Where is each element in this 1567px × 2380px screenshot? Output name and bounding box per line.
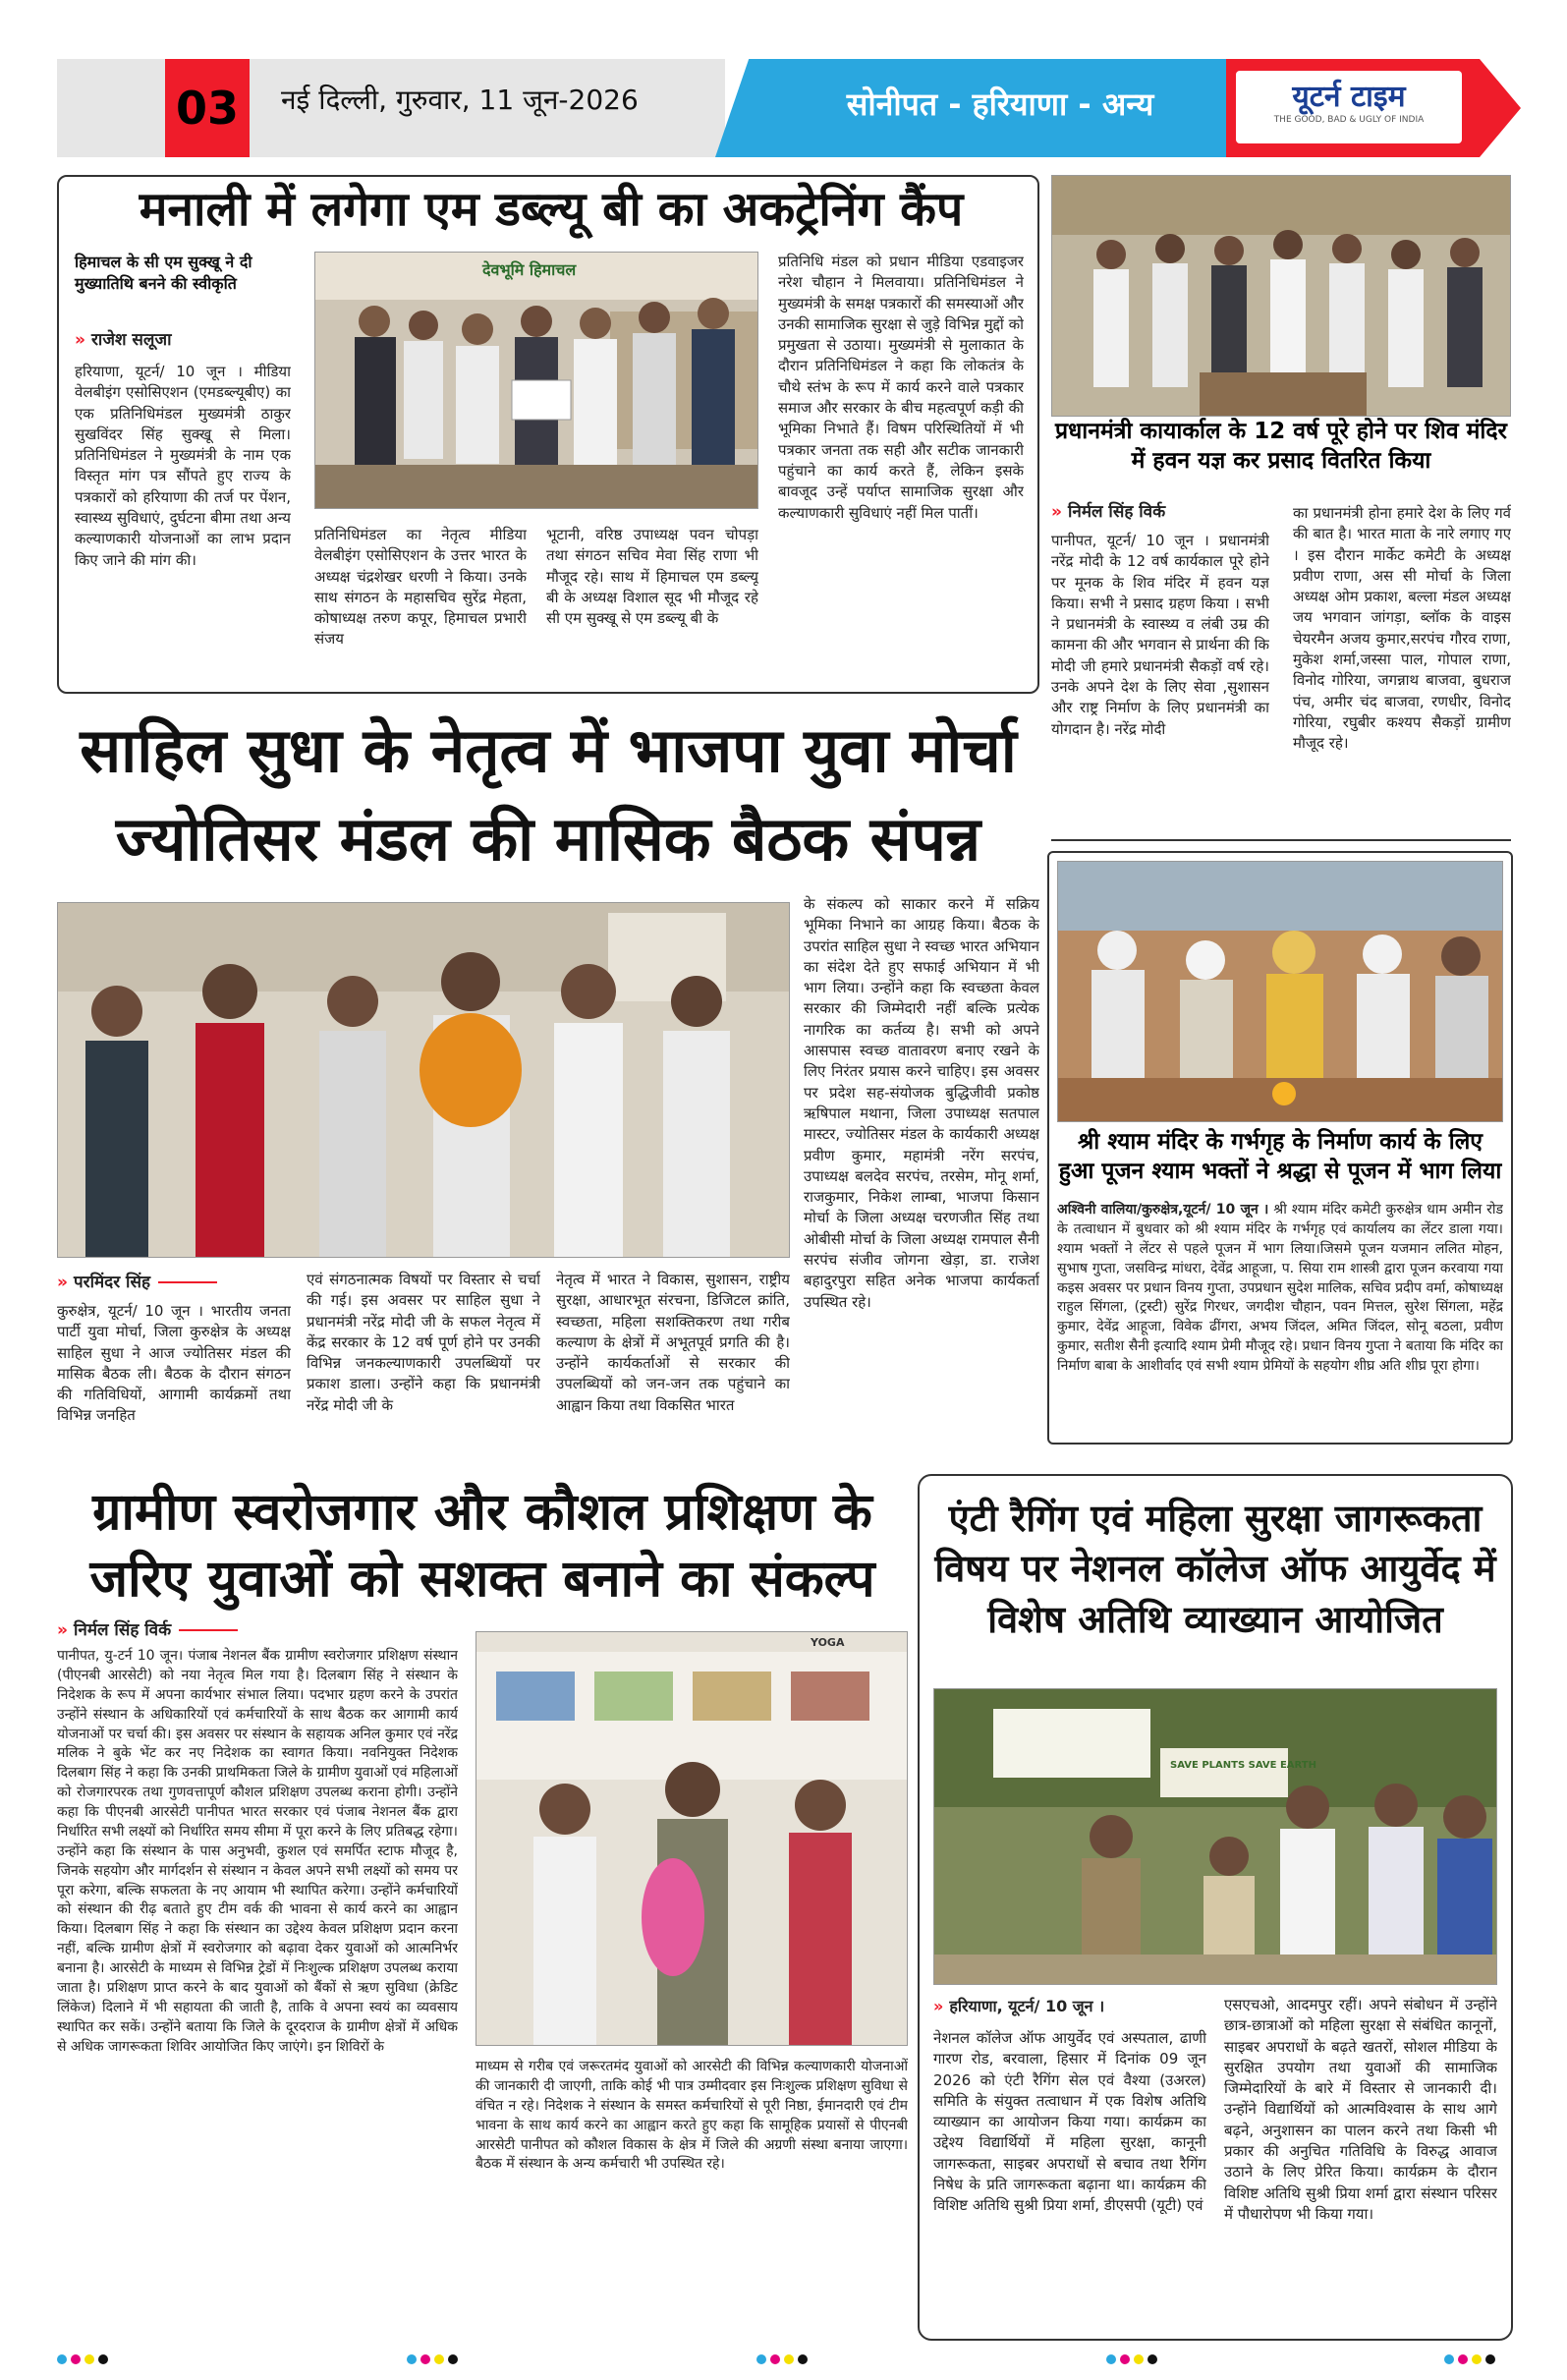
article3-col4: के संकल्प को साकार करने में सक्रिय भूमिका निभाने का आग्रह किया। बैठक के उपरांत साहिल सुधा ने स्वच्छ भारत अभियान का संदेश देते हुए सफाई अभियान में भी भाग लिया। उन्होंने कहा कि स्वच्छता केवल सरकार की जिम्मेदारी नहीं बल्कि प्रत्येक नागरिक का कर्तव्य है। सभी को अपने आसपास स्वच्छ वातावरण बनाए रखने के लिए निरंतर प्रयास करने चाहिए। इस अवसर पर प्रदेश सह-संयोजक बुद्धिजीवी प्रकोष्ठ ऋषिपाल मथाना, जिला उपाध्यक्ष सतपाल मास्टर, ज्योतिसर मंडल के कार्यकारी अध्यक्ष प्रवीण कुमार, महामंत्री नरेंग सरपंच, उपाध्यक्ष बलदेव सरपंच, तरसेम, मोनू शर्मा, राजकुमार, निकेश लाम्बा, भाजपा किसान मोर्चा के जिला अध्यक्ष चरणजीत सिंह तथा ओबीसी मोर्चा के जिला अध्यक्ष रामपाल सैनी सरपंच संजीव जोगना खेड़ा, डा. राजेश बहादुरपुरा सहित अनेक भाजपा कार्यकर्ता उपस्थित रहे। (804, 895, 1039, 1311)
article3-photo (57, 902, 790, 1258)
article4-headline: श्री श्याम मंदिर के गर्भगृह के निर्माण कार्य के लिए हुआ पूजन श्याम भक्तों ने श्रद्धा से पूजन में भाग लिया (1058, 1129, 1502, 1184)
article3-col2: एवं संगठनात्मक विषयों पर विस्तार से चर्चा की गई। इस अवसर पर साहिल सुधा ने प्रधानमंत्री नरेंद्र मोदी जी के सफल नेतृत्व में केंद्र सरकार के 12 वर्ष पूर्ण होने पर उनकी विभिन्न जनकल्याणकारी उपलब्धियों पर प्रकाश डाला। उन्होंने कहा कि प्रधानमंत्री नरेंद्र मोदी जी के (307, 1271, 540, 1414)
article1-byline: » राजेश सलूजा (75, 330, 172, 350)
article4-body (1057, 1201, 1503, 1437)
article1-headline: मनाली में लगेगा एम डब्ल्यू बी का अकट्रेनिंग कैंप (139, 182, 964, 237)
registration-strip-3 (756, 2354, 808, 2364)
article6-col1: नेशनल कॉलेज ऑफ आयुर्वेद एवं अस्पताल, ढाणी गारण रोड, बरवाला, हिसार में दिनांक 09 जून 2026 को एंटी रैगिंग सेल एवं वैश्या (उअरल) समिति के संयुक्त तत्वाधान में एक विशेष अतिथि व्याख्यान का आयोजन किया गया। कार्यक्रम का उद्देश्य विद्यार्थियों में महिला सुरक्षा, कानूनी जागरूकता, साइबर अपराधों से बचाव तथा रैगिंग निषेध के प्रति जागरूकता बढ़ाना था। कार्यक्रम की विशिष्ट अतिथि सुश्री प्रिया शर्मा, डीएसपी (यूटी) एवं (933, 2029, 1206, 2215)
article1-col4: प्रतिनिधि मंडल को प्रधान मीडिया एडवाइजर नरेश चौहान ने मिलवाया। प्रतिनिधिमंडल ने मुख्यमंत्री के समक्ष पत्रकारों की समस्याओं और उनकी सामाजिक सुरक्षा से जुड़े विभिन्न मुद्दों को प्रमुखता से उठाया। मुख्यमंत्री से मुलाकात के दौरान प्रतिनिधिमंडल ने कहा कि लोकतंत्र के चौथे स्तंभ के रूप में कार्य करने वाले पत्रकार समाज और सरकार के बीच महत्वपूर्ण कड़ी की भूमिका निभाते हैं। विषम परिस्थितियों में भी पत्रकार जनता तक सही और सटीक जानकारी पहुंचाने का कार्य करते हैं, लेकिन इसके बावजूद उन्हें पर्याप्त सामाजिक सुरक्षा और कल्याणकारी सुविधाएं नहीं मिल पातीं। (778, 253, 1024, 522)
article5-headline-line2: जरिए युवाओं को सशक्त बनाने का संकल्प (89, 1550, 875, 1609)
registration-strip-4 (1106, 2354, 1157, 2364)
article6-headline: एंटी रैगिंग एवं महिला सुरक्षा जागरूकता विषय पर नेशनल कॉलेज ऑफ आयुर्वेद में विशेष अतिथि व्याख्यान आयोजित (934, 1497, 1496, 1641)
registration-strip-2 (407, 2354, 458, 2364)
article1-col1: हरियाणा, यूटर्न/ 10 जून । मीडिया वेलबीइंग एसोसिएशन (एमडब्ल्यूबीए) का एक प्रतिनिधिमंडल मुख्यमंत्री ठाकुर सुखविंदर सिंह सुक्खू से मिला। प्रतिनिधिमंडल ने मुख्यमंत्री के नाम एक विस्तृत मांग पत्र सौंपते हुए राज्य के पत्रकारों को हरियाणा की तर्ज पर पेंशन, स्वास्थ्य सुविधाएं, दुर्घटना बीमा तथा अन्य कल्याणकारी योजनाओं का लाभ प्रदान किए जाने की मांग की। (75, 363, 291, 569)
article2-col1: पानीपत, यूटर्न/ 10 जून । प्रधानमंत्री नरेंद्र मोदी के 12 वर्ष कार्यकाल पूरे होने पर मूनक के शिव मंदिर में हवन यज्ञ किया। सभी ने प्रसाद ग्रहण किया । सभी ने प्रधानमंत्री के स्वास्थ्य व लंबी उम्र की कामना की और भगवान से प्रार्थना की कि मोदी जी हमारे प्रधानमंत्री सैकड़ों वर्ष रहे। उनके अपने देश के लिए सेवा ,सुशासन और राष्ट्र निर्माण के लिए प्रधानमंत्री का योगदान है। नरेंद्र मोदी (1051, 532, 1269, 738)
article5-col2: माध्यम से गरीब एवं जरूरतमंद युवाओं को आरसेटी की विभिन्न कल्याणकारी योजनाओं की जानकारी दी जाएगी, ताकि कोई भी पात्र उम्मीदवार इस निःशुल्क प्रशिक्षण सुविधा से वंचित न रहे। निदेशक ने संस्थान के समस्त कर्मचारियों से पूरी निष्ठा, ईमानदारी एवं टीम भावना के साथ कार्य करने का आह्वान करते हुए कहा कि सामूहिक प्रयासों से पीएनबी आरसेटी पानीपत को कौशल विकास के क्षेत्र में जिले की अग्रणी संस्था बनाया जाएगा। बैठक में संस्थान के अन्य कर्मचारी भी उपस्थित रहे। (476, 2059, 908, 2173)
article2-photo (1051, 175, 1511, 417)
article4-photo (1057, 861, 1503, 1122)
article6-photo (933, 1688, 1497, 1985)
section-title: सोनीपत - हरियाणा - अन्य (846, 85, 1154, 123)
article3-col1: कुरुक्षेत्र, यूटर्न/ 10 जून । भारतीय जनता पार्टी युवा मोर्चा, जिला कुरुक्षेत्र के अध्यक्ष साहिल सुधा ने आज ज्योतिसर मंडल की मासिक बैठक ली। बैठक के दौरान संगठन की गतिविधियों, आगामी कार्यक्रमों तथा विभिन्न जनहित (57, 1302, 291, 1425)
article5-byline: » निर्मल सिंह विर्क (57, 1617, 238, 1640)
article1-subhead: हिमाचल के सी एम सुक्खू ने दी मुख्यातिथि बनने की स्वीकृति (75, 253, 252, 293)
article1-photo (314, 252, 758, 509)
article3-headline-line2: ज्योतिसर मंडल की मासिक बैठक संपन्न (115, 803, 981, 875)
page-number: 03 (165, 59, 250, 157)
article1-photo-art (315, 253, 758, 509)
article2-byline: » निर्मल सिंह विर्क (1051, 502, 1166, 522)
article4-body-text: श्री श्याम मंदिर कमेटी कुरुक्षेत्र धाम अमीन रोड के तत्वाधान में बुधवार को श्री श्याम मंदिर के गर्भगृह एवं कार्यालय का लेंटर डाला गया। श्याम भक्तों ने लेंटर से पहले पूजन में भाग लिया।जिसमे पूजन यजमान ललित मोहन, सुभाष गुप्ता, जसविन्द्र मांधरा, देवेंद्र आहूजा, प. सिया राम शास्त्री द्वारा पूजन करवाया गया कइस अवसर पर प्रधान विनय गुप्ता, उपप्रधान सुदेश मालिक, सचिव प्रदीप वर्मा, कोषाध्यक्ष राहुल सिंगला, (ट्रस्टी) सुरेंद्र गिरधर, जगदीश चौहान, पवन मित्तल, सुरेश सिंगला, महेंद्र कुमार, देवेंद्र आहूजा, विवेक ढींगरा, अभय जिंदल, अमित जिंदल, सोनू बठला, प्रवीण कुमार, सतीश सैनी इत्यादि श्याम प्रेमी मौजूद रहे। प्रधान विनय गुप्ता ने बताया कि मंदिर का निर्माण बाबा के आशीर्वाद एवं सभी श्याम प्रेमियों के सहयोग शीघ्र अति शीघ्र पूरा होगा। (1057, 1202, 1503, 1374)
article4-photo-art (1058, 862, 1503, 1122)
logo-text: यूटर्न टाइम (1292, 80, 1406, 114)
article5-photo-sign: YOGA (811, 1636, 845, 1649)
article2-photo-art (1052, 176, 1511, 417)
article1-col2: प्रतिनिधिमंडल का नेतृत्व मीडिया वेलबीइंग एसोसिएशन के उत्तर भारत के अध्यक्ष चंद्रशेखर धरणी ने किया। उनके साथ संगठन के महासचिव सुरेंद्र मेहता, कोषाध्यक्ष तरुण कपूर, हिमाचल प्रभारी संजय (314, 526, 527, 649)
article6-photo-art (934, 1689, 1497, 1985)
masthead-logo (1236, 71, 1462, 143)
article2-col2: का प्रधानमंत्री होना हमारे देश के लिए गर्व की बात है। भारत माता के नारे लगाए गए । इस दौरान मार्केट कमेटी के अध्यक्ष प्रवीण राणा, अस सी मोर्चा के जिला अध्यक्ष ओम प्रकाश, बल्ला मंडल अध्यक्ष जय भगवान जांगड़ा, ब्लॉक के वाइस चेयरमैन अजय कुमार,सरपंच गौरव राणा, मुकेश शर्मा,जस्सा पाल, गोपाल राणा, विनोद गोरिया, जगन्नाथ बाजवा, बुधराज पंच, अमीर चंद बाजवा, रणधीर, विनोद गोरिया, रघुबीर कश्यप सैकड़ों ग्रामीण मौजूद रहे। (1293, 504, 1511, 753)
article5-photo (476, 1631, 908, 2046)
page-header (57, 59, 1511, 157)
article3-byline: » परमिंदर सिंह (57, 1270, 217, 1292)
registration-strip-1 (57, 2354, 108, 2364)
article3-photo-art (58, 903, 790, 1258)
article2-headline: प्रधानमंत्री कायार्काल के 12 वर्ष पूरे होने पर शिव मंदिर में हवन यज्ञ कर प्रसाद वितरित किया (1051, 418, 1511, 492)
article1-col3: भूटानी, वरिष्ठ उपाध्यक्ष पवन चोपड़ा तथा संगठन सचिव मेवा सिंह राणा भी मौजूद रहे। साथ में हिमाचल एम डब्ल्यू बी के अध्यक्ष विशाल सूद भी मौजूद रहे सी एम सुक्खू से एम डब्ल्यू बी के (546, 526, 758, 628)
article5-col1: पानीपत, यु-टर्न 10 जून। पंजाब नेशनल बैंक ग्रामीण स्वरोजगार प्रशिक्षण संस्थान (पीएनबी आरसेटी) को नया नेतृत्व मिल गया है। दिलबाग सिंह ने संस्थान के निदेशक के रूप में अपना कार्यभार संभाल लिया। पदभार ग्रहण करने के उपरांत उन्होंने संस्थान के अधिकारियों एवं कर्मचारियों के साथ बैठक कर आगामी कार्य योजनाओं पर चर्चा की। इस अवसर पर संस्थान के सहायक अनिल कुमार एवं नरेंद्र मलिक ने बुके भेंट कर नए निदेशक का स्वागत किया। नवनियुक्त निदेशक दिलबाग सिंह ने कहा कि उनकी प्राथमिकता जिले के ग्रामीण युवाओं एवं महिलाओं को रोजगारपरक तथा गुणवत्तापूर्ण कौशल प्रशिक्षण उपलब्ध कराना होगी। उन्होंने कहा कि पीएनबी आरसेटी पानीपत भारत सरकार एवं पंजाब नेशनल बैंक द्वारा निर्धारित सभी लक्ष्यों को निर्धारित समय सीमा में पूरा करने के लिए प्रतिबद्ध रहेगा। उन्होंने कहा कि संस्थान के पास अनुभवी, कुशल एवं समर्पित स्टाफ मौजूद है, जिनके सहयोग और मार्गदर्शन से संस्थान न केवल अपने सभी लक्ष्यों को समय पर पूरा करेगा, बल्कि सफलता के नए आयाम भी स्थापित करेगा। उन्होंने कर्मचारियों को संस्थान की रीढ़ बताते हुए टीम वर्क की भावना से कार्य करने का आह्वान किया। दिलबाग सिंह ने कहा कि संस्थान का उद्देश्य केवल प्रशिक्षण प्रदान करना नहीं, बल्कि ग्रामीण क्षेत्रों में स्वरोजगार को बढ़ावा देकर युवाओं को आत्मनिर्भर बनाना है। आरसेटी के माध्यम से विभिन्न ट्रेडों में निःशुल्क प्रशिक्षण उपलब्ध कराया जाता है। प्रशिक्षण प्राप्त करने के बाद युवाओं को बैंकों से ऋण सुविधा (क्रेडिट लिंकेज) दिलाने में भी सहायता की जाती है, ताकि वे अपना स्वयं का व्यवसाय स्थापित कर सकें। उन्होंने बताया कि जिले के दूरदराज के ग्रामीण क्षेत्रों में अधिक से अधिक जागरूकता शिविर आयोजित किए जाएंगे। इन शिविरों के (57, 1648, 458, 2055)
dateline: नई दिल्ली, गुरुवार, 11 जून-2026 (281, 84, 639, 116)
article3-headline-line1: साहिल सुधा के नेतृत्व में भाजपा युवा मोर्चा (80, 714, 1017, 786)
article4-byline: अश्विनी वालिया/कुरुक्षेत्र,यूटर्न/ 10 जून । (1057, 1202, 1269, 1218)
article5-headline-line1: ग्रामीण स्वरोजगार और कौशल प्रशिक्षण के (92, 1483, 872, 1542)
registration-strip-5 (1444, 2354, 1495, 2364)
article5-photo-art (476, 1632, 908, 2046)
article2-rule (1051, 839, 1511, 841)
article3-col3: नेतृत्व में भारत ने विकास, सुशासन, राष्ट्रीय सुरक्षा, आधारभूत संरचना, डिजिटल क्रांति, स्वच्छता, महिला सशक्तिकरण तथा गरीब कल्याण के क्षेत्रों में अभूतपूर्व प्रगति की है। उन्होंने कार्यकर्ताओं से सरकार की उपलब्धियों को जन-जन तक पहुंचाने का आह्वान किया तथा विकसित भारत (556, 1271, 790, 1414)
article6-col2: एसएचओ, आदमपुर रहीं। अपने संबोधन में उन्होंने छात्र-छात्राओं को महिला सुरक्षा से संबंधित कानूनों, साइबर अपराधों के बढ़ते खतरों, सोशल मीडिया के सुरक्षित उपयोग तथा युवाओं की सामाजिक जिम्मेदारियों के बारे में विस्तार से जानकारी दी। उन्होंने विद्यार्थियों को आत्मविश्वास के साथ आगे बढ़ने, अनुशासन का पालन करने तथा किसी भी प्रकार की अनुचित गतिविधि के विरुद्ध आवाज उठाने के लिए प्रेरित किया। कार्यक्रम के दौरान विशिष्ट अतिथि सुश्री प्रिया शर्मा द्वारा संस्थान परिसर में पौधारोपण भी किया गया। (1224, 1996, 1497, 2223)
logo-tagline: THE GOOD, BAD & UGLY OF INDIA (1273, 115, 1425, 125)
article6-photo-sign: SAVE PLANTS SAVE EARTH (1170, 1760, 1316, 1771)
article1-photo-banner: देवभूमि हिमाचल (482, 260, 577, 279)
article6-byline: » हरियाणा, यूटर्न/ 10 जून । (933, 1997, 1105, 2015)
